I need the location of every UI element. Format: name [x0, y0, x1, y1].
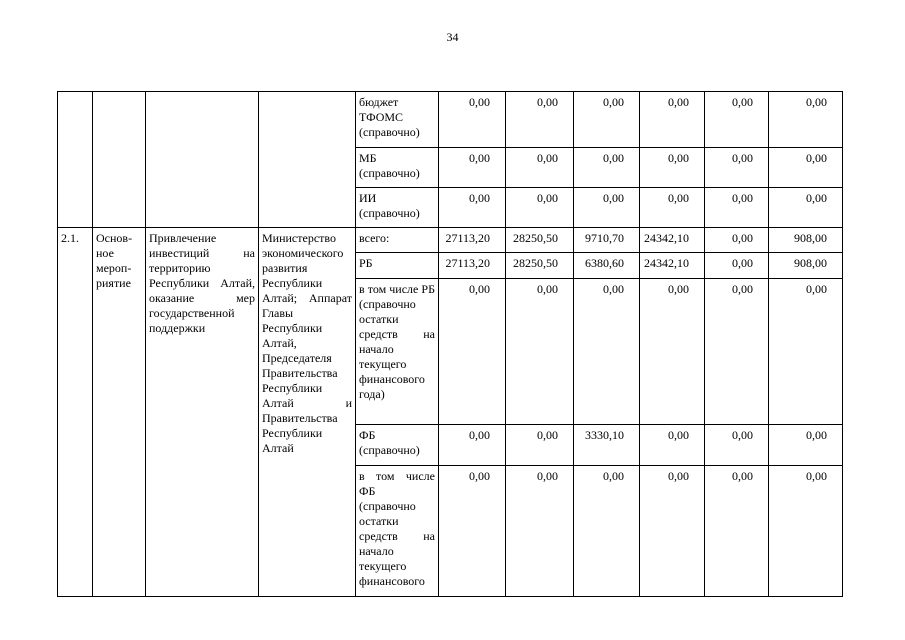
amount-cell: 908,00 — [769, 253, 843, 279]
amount-cell: 0,00 — [705, 92, 769, 148]
amount-cell: 9710,70 — [574, 228, 640, 253]
amount-cell: 0,00 — [506, 466, 574, 597]
funding-source: ИИ (справочно) — [356, 188, 439, 228]
amount-cell: 0,00 — [574, 466, 640, 597]
amount-cell: 6380,60 — [574, 253, 640, 279]
amount-cell: 3330,10 — [574, 425, 640, 466]
amount-cell: 0,00 — [705, 279, 769, 425]
table-row — [58, 228, 843, 253]
amount-cell: 0,00 — [574, 188, 640, 228]
amount-cell: 0,00 — [640, 92, 705, 148]
amount-cell: 0,00 — [439, 466, 506, 597]
empty-cell — [146, 92, 259, 228]
amount-cell: 0,00 — [574, 92, 640, 148]
amount-cell: 0,00 — [506, 425, 574, 466]
amount-cell: 0,00 — [640, 148, 705, 188]
measure-number: 2.1. — [58, 228, 93, 597]
amount-cell: 0,00 — [574, 148, 640, 188]
funding-source: в том числе РБ (справочно остатки средств на начало текущего финансового года) — [356, 279, 439, 425]
amount-cell: 0,00 — [769, 92, 843, 148]
amount-cell: 0,00 — [769, 279, 843, 425]
funding-source: всего: — [356, 228, 439, 253]
amount-cell: 0,00 — [705, 228, 769, 253]
amount-cell: 0,00 — [506, 92, 574, 148]
amount-cell: 0,00 — [506, 279, 574, 425]
amount-cell: 24342,10 — [640, 253, 705, 279]
amount-cell: 0,00 — [506, 188, 574, 228]
amount-cell: 27113,20 — [439, 253, 506, 279]
amount-cell: 0,00 — [439, 148, 506, 188]
amount-cell: 0,00 — [640, 425, 705, 466]
page-number: 34 — [446, 30, 459, 44]
measure-type: Основ-ное мероп-риятие — [93, 228, 146, 597]
amount-cell: 0,00 — [640, 279, 705, 425]
amount-cell: 0,00 — [640, 466, 705, 597]
amount-cell: 908,00 — [769, 228, 843, 253]
amount-cell: 0,00 — [769, 425, 843, 466]
amount-cell: 0,00 — [705, 466, 769, 597]
empty-cell — [93, 92, 146, 228]
amount-cell: 28250,50 — [506, 228, 574, 253]
amount-cell: 0,00 — [705, 253, 769, 279]
amount-cell: 0,00 — [574, 279, 640, 425]
amount-cell: 27113,20 — [439, 228, 506, 253]
funding-source: РБ — [356, 253, 439, 279]
empty-cell — [58, 92, 93, 228]
amount-cell: 0,00 — [705, 425, 769, 466]
amount-cell: 24342,10 — [640, 228, 705, 253]
amount-cell: 28250,50 — [506, 253, 574, 279]
amount-cell: 0,00 — [439, 92, 506, 148]
amount-cell: 0,00 — [506, 148, 574, 188]
funding-source: в том числе ФБ (справочно остатки средств на начало текущего финансового — [356, 466, 439, 597]
measure-name: Привлечение инвестиций на территорию Республики Алтай, оказание мер государственной поддержки — [146, 228, 259, 597]
budget-table — [57, 91, 843, 597]
amount-cell: 0,00 — [769, 466, 843, 597]
amount-cell: 0,00 — [705, 148, 769, 188]
funding-source: ФБ (справочно) — [356, 425, 439, 466]
amount-cell: 0,00 — [439, 279, 506, 425]
empty-cell — [259, 92, 356, 228]
table-row — [58, 92, 843, 148]
funding-source: бюджет ТФОМС (справочно) — [356, 92, 439, 148]
amount-cell: 0,00 — [769, 148, 843, 188]
amount-cell: 0,00 — [640, 188, 705, 228]
amount-cell: 0,00 — [439, 425, 506, 466]
amount-cell: 0,00 — [769, 188, 843, 228]
funding-source: МБ (справочно) — [356, 148, 439, 188]
amount-cell: 0,00 — [439, 188, 506, 228]
measure-executor: Министерство экономического развития Республики Алтай; Аппарат Главы Республики Алтай, Председателя Правительства Республики Алтай и Правительства Республики Алтай — [259, 228, 356, 597]
amount-cell: 0,00 — [705, 188, 769, 228]
